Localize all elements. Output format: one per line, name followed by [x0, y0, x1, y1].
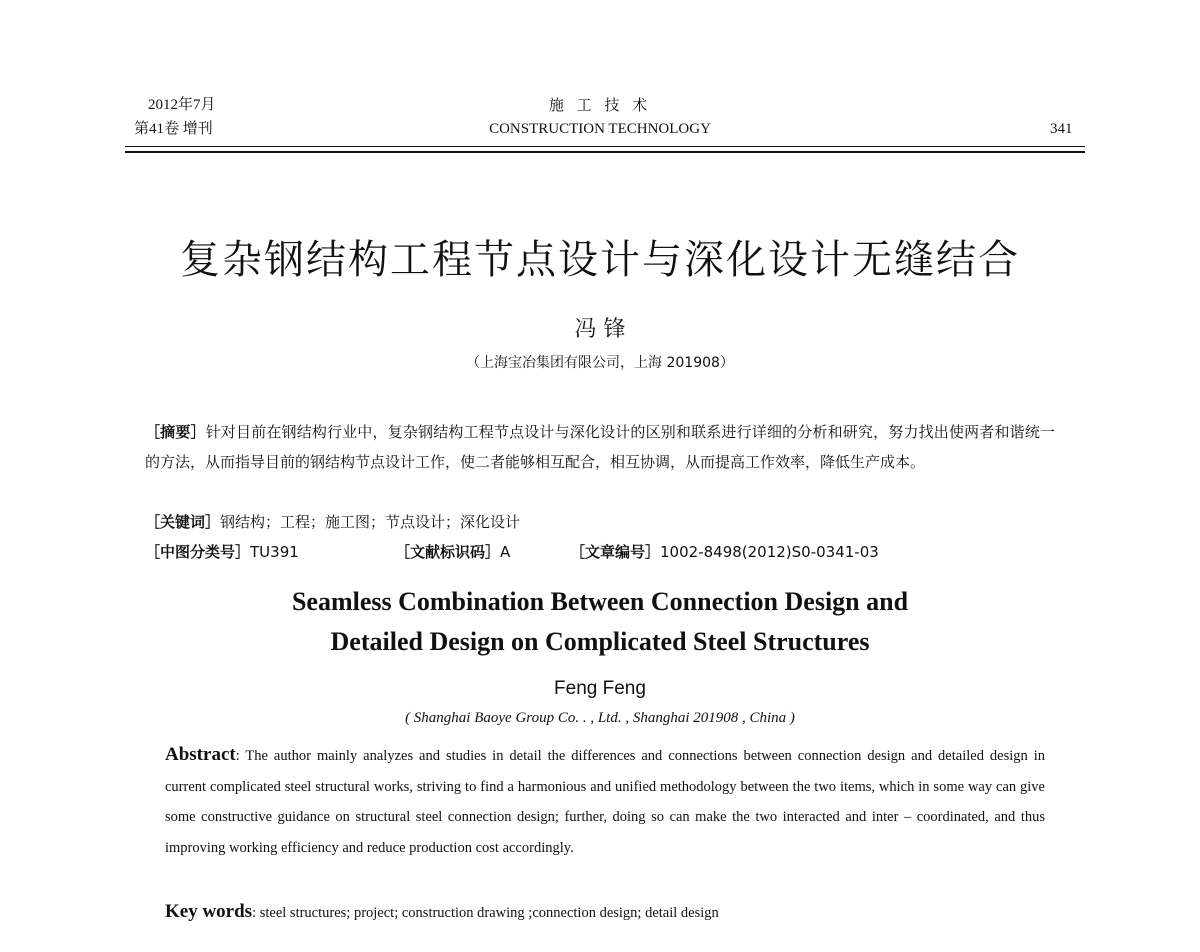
- affiliation-cn: （上海宝冶集团有限公司，上海 201908）: [466, 355, 734, 371]
- title-cn: 复杂钢结构工程节点设计与深化设计无缝结合: [180, 237, 1020, 283]
- title-en-line2: Detailed Design on Complicated Steel Structures: [330, 627, 870, 656]
- affiliation-en: ( Shanghai Baoye Group Co. . , Ltd. , Shanghai 201908 , China ): [405, 710, 795, 726]
- clc-label: ［中图分类号］: [145, 543, 251, 561]
- keywords-en: [165, 897, 1045, 929]
- article-no-value: 1002-8498(2012)S0-0341-03: [660, 543, 879, 561]
- author-en: Feng Feng: [554, 678, 646, 699]
- journal-name-en: CONSTRUCTION TECHNOLOGY: [489, 121, 711, 137]
- abstract-en-text: : The author mainly analyzes and studies in detail the differences and connections between connection design and detailed design in current complicated steel structural works, striving to find a harmonious and unified methodology between the two items, which in some way can give some constructive guidance on structural steel connection design; further, doing so can make the two interacted and inter – coordinated, and thus improving working efficiency and reduce production cost accordingly.: [165, 748, 1045, 856]
- abstract-en: [165, 740, 1045, 863]
- issue-date: 2012年7月: [148, 97, 216, 113]
- doc-code-label: ［文献标识码］: [395, 543, 501, 561]
- keywords-cn-text: 钢结构；工程；施工图；节点设计；深化设计: [220, 513, 521, 531]
- author-cn: 冯 锋: [574, 317, 626, 342]
- clc-value: TU391: [250, 543, 299, 561]
- keywords-en-label: Key words: [165, 901, 253, 922]
- abstract-cn-text: 针对目前在钢结构行业中，复杂钢结构工程节点设计与深化设计的区别和联系进行详细的分析和研究，努力找出使两者和谐统一的方法，从而指导目前的钢结构节点设计工作，使二者能够相互配合，相互协调，从而提高工作效率，降低生产成本。: [145, 423, 1055, 471]
- abstract-cn-label: ［摘要］: [145, 423, 206, 441]
- article-no-label: ［文章编号］: [570, 543, 661, 561]
- doc-code-value: A: [500, 543, 511, 561]
- abstract-cn: [145, 417, 1055, 477]
- title-en-line1: Seamless Combination Between Connection Design and: [291, 587, 909, 616]
- keywords-en-text: : steel structures; project; construction drawing ;connection design; detail design: [252, 905, 719, 921]
- journal-name-cn: 施 工 技 术: [548, 96, 652, 114]
- keywords-cn-label: ［关键词］: [145, 513, 221, 531]
- header-rule-bottom: [125, 151, 1085, 153]
- page-number: 341: [1050, 121, 1073, 137]
- classification-line: [145, 537, 1055, 567]
- header-rule-top: [125, 146, 1085, 147]
- abstract-en-label: Abstract: [165, 744, 236, 765]
- keywords-cn: [145, 507, 1055, 537]
- volume-info: 第41卷 增刊: [134, 121, 213, 137]
